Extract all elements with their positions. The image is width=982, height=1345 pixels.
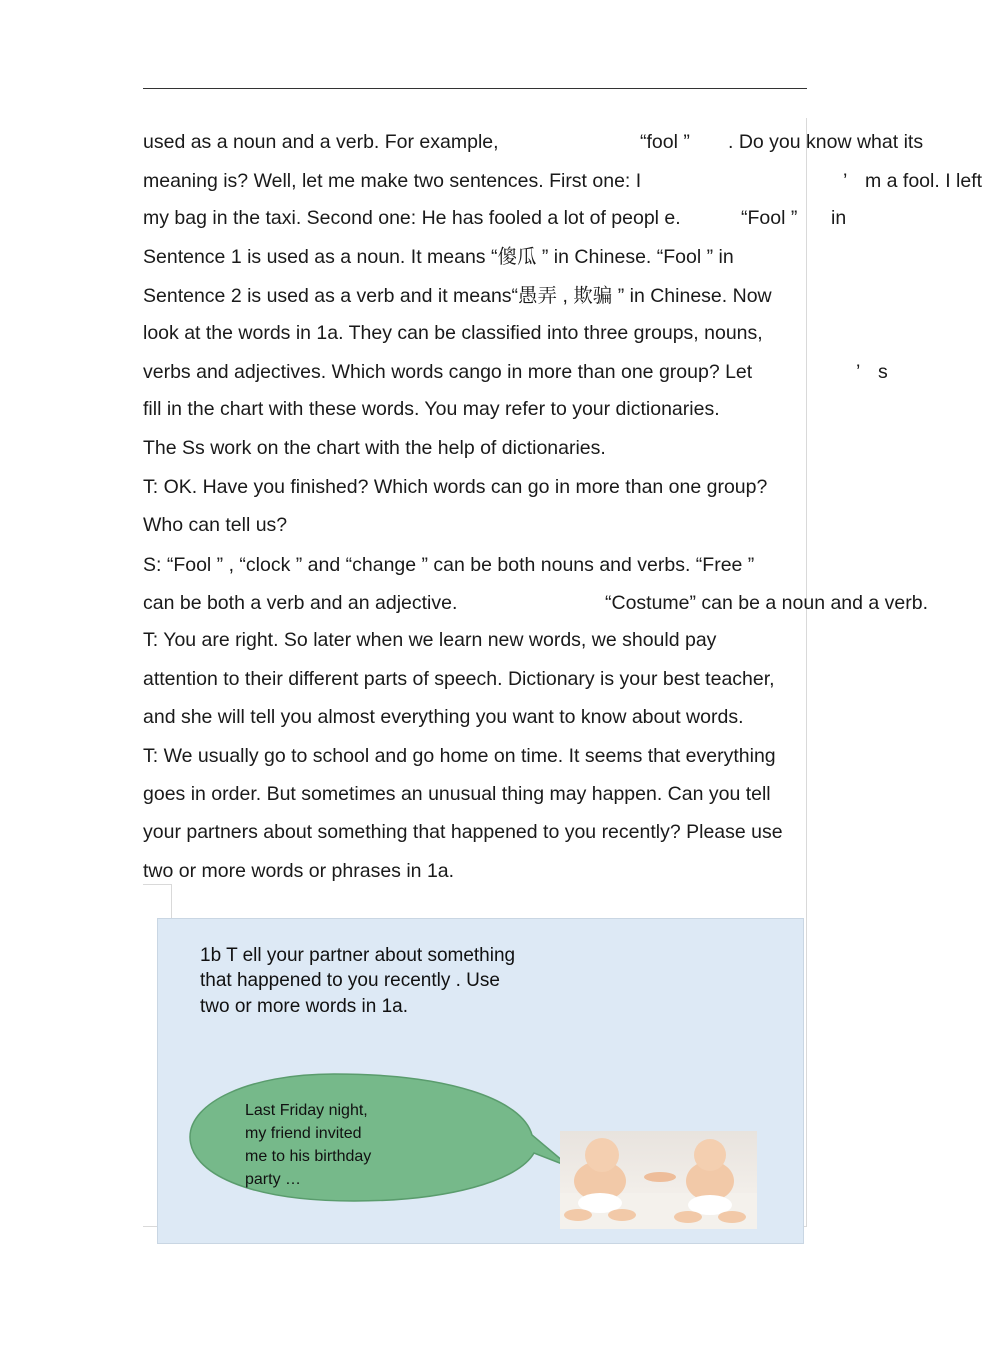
text-segment: “fool ” [640,131,690,153]
text-segment: your partners about something that happened to you recently? Please use [143,821,783,843]
babies-illustration [560,1131,757,1229]
text-segment: T: We usually go to school and go home on time. It seems that everything [143,745,776,767]
bubble-line: me to his birthday [245,1148,372,1165]
frame-right-line [806,118,807,1226]
text-segment: my bag in the taxi. Second one: He has fooled a lot of peopl e. [143,207,681,229]
text-segment: can be both a verb and an adjective. [143,592,458,614]
text-segment: verbs and adjectives. Which words cango in more than one group? Let [143,361,753,383]
frame-left-mark-vert [171,884,172,920]
text-segment: s [878,361,888,383]
text-segment: attention to their different parts of speech. Dictionary is your best teacher, [143,668,775,690]
speech-bubble-text [245,1099,371,1191]
text-segment: The Ss work on the chart with the help of dictionaries. [143,437,606,459]
text-segment: Sentence 1 is used as a noun. It means “傻瓜 ” in Chinese. “Fool ” in [143,246,734,268]
text-segment: T: You are right. So later when we learn new words, we should pay [143,629,717,651]
header-rule [143,88,807,89]
text-segment: in [831,207,847,229]
slide-instruction-line: 1b T ell your partner about something [200,945,516,966]
slide-instruction-line: that happened to you recently . Use [200,970,500,991]
text-segment: and she will tell you almost everything you want to know about words. [143,706,744,728]
text-segment: ’ [856,361,861,383]
text-segment: T: OK. Have you finished? Which words can go in more than one group? [143,476,768,498]
text-segment: used as a noun and a verb. For example, [143,131,499,153]
text-segment: “Costume” can be a noun and a verb. [605,592,929,614]
bubble-line: party … [245,1171,302,1188]
bubble-line: my friend invited [245,1125,362,1142]
text-segment: fill in the chart with these words. You may refer to your dictionaries. [143,398,720,420]
text-segment: two or more words or phrases in 1a. [143,860,455,882]
frame-left-mark [143,884,171,885]
text-segment: ’ [843,170,848,192]
text-segment: meaning is? Well, let me make two sentences. First one: I [143,170,642,192]
text-segment: S: “Fool ” , “clock ” and “change ” can be both nouns and verbs. “Free ” [143,554,755,576]
text-segment: . Do you know what its [728,131,924,153]
slide-instruction-line: two or more words in 1a. [200,996,409,1017]
text-segment: Who can tell us? [143,514,288,536]
slide-image [157,918,804,1244]
text-segment: goes in order. But sometimes an unusual thing may happen. Can you tell [143,783,771,805]
bubble-line: Last Friday night, [245,1102,368,1119]
text-segment: Sentence 2 is used as a verb and it means“愚弄 , 欺骗 ” in Chinese. Now [143,285,772,307]
babies-photo [560,1131,757,1229]
text-segment: m a fool. I left [865,170,982,192]
text-segment: look at the words in 1a. They can be classified into three groups, nouns, [143,322,763,344]
text-segment: “Fool ” [741,207,798,229]
